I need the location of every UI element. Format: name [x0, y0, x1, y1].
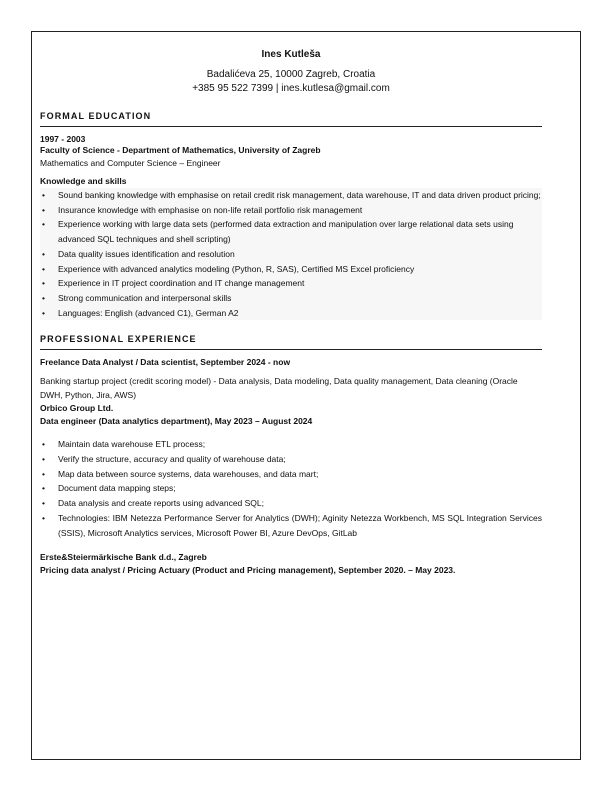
list-item: • Languages: English (advanced C1), German A2 — [40, 306, 542, 321]
freelance-description: Banking startup project (credit scoring model) - Data analysis, Data modeling, Data quality management, Data cleaning (Oracle DWH, Python, Jira, AWS) — [40, 376, 518, 401]
list-item: • Strong communication and interpersonal skills — [40, 291, 542, 306]
orbico-company: Orbico Group Ltd. — [40, 403, 114, 414]
list-item: • Experience working with large data sets (performed data extraction and manipulation over large relational data sets using advanced SQL techniques and shell scripting) — [40, 217, 542, 246]
list-item: • Map data between source systems, data warehouses, and data mart; — [40, 467, 542, 482]
education-years: 1997 - 2003 — [40, 134, 86, 144]
list-item: • Experience with advanced analytics modeling (Python, R, SAS), Certified MS Excel proficiency — [40, 262, 542, 277]
education-degree: Mathematics and Computer Science – Engineer — [40, 158, 221, 168]
list-item: • Technologies: IBM Netezza Performance Server for Analytics (DWH); Aginity Netezza Workbench, MS SQL Integration Services (SSIS), Microsoft Analytics services, Microsoft Power BI, Azure DevOps, GitLab — [40, 511, 542, 540]
contact-block — [40, 68, 542, 96]
candidate-name: Ines Kutleša — [261, 49, 321, 60]
address: Badalićeva 25, 10000 Zagreb, Croatia — [206, 69, 376, 80]
orbico-role: Data engineer (Data analytics department), May 2023 – August 2024 — [40, 416, 313, 427]
list-item: • Document data mapping steps; — [40, 481, 542, 496]
phone-email: +385 95 522 7399 | ines.kutlesa@gmail.com — [192, 83, 390, 94]
erste-role: Pricing data analyst / Pricing Actuary (Product and Pricing management), September 2020. – May 2023. — [40, 565, 456, 576]
freelance-job-title: Freelance Data Analyst / Data scientist, September 2024 - now — [40, 357, 291, 368]
list-item: • Verify the structure, accuracy and quality of warehouse data; — [40, 452, 542, 467]
cv-document — [40, 46, 542, 577]
education-heading: FORMAL EDUCATION — [40, 111, 542, 127]
skills-list — [40, 188, 542, 320]
list-item: • Sound banking knowledge with emphasise on retail credit risk management, data warehouse, IT and data driven product pricing; — [40, 188, 542, 203]
list-item: • Maintain data warehouse ETL process; — [40, 437, 542, 452]
orbico-duties-list — [40, 437, 542, 540]
list-item: • Experience in IT project coordination and IT change management — [40, 276, 542, 291]
list-item: • Data analysis and create reports using advanced SQL; — [40, 496, 542, 511]
erste-company: Erste&Steiermärkische Bank d.d., Zagreb — [40, 552, 207, 563]
experience-heading: PROFESSIONAL EXPERIENCE — [40, 334, 542, 350]
skills-heading: Knowledge and skills — [40, 176, 127, 186]
list-item: • Data quality issues identification and resolution — [40, 247, 542, 262]
education-institution: Faculty of Science - Department of Mathematics, University of Zagreb — [40, 145, 321, 155]
list-item: • Insurance knowledge with emphasise on non-life retail portfolio risk management — [40, 203, 542, 218]
